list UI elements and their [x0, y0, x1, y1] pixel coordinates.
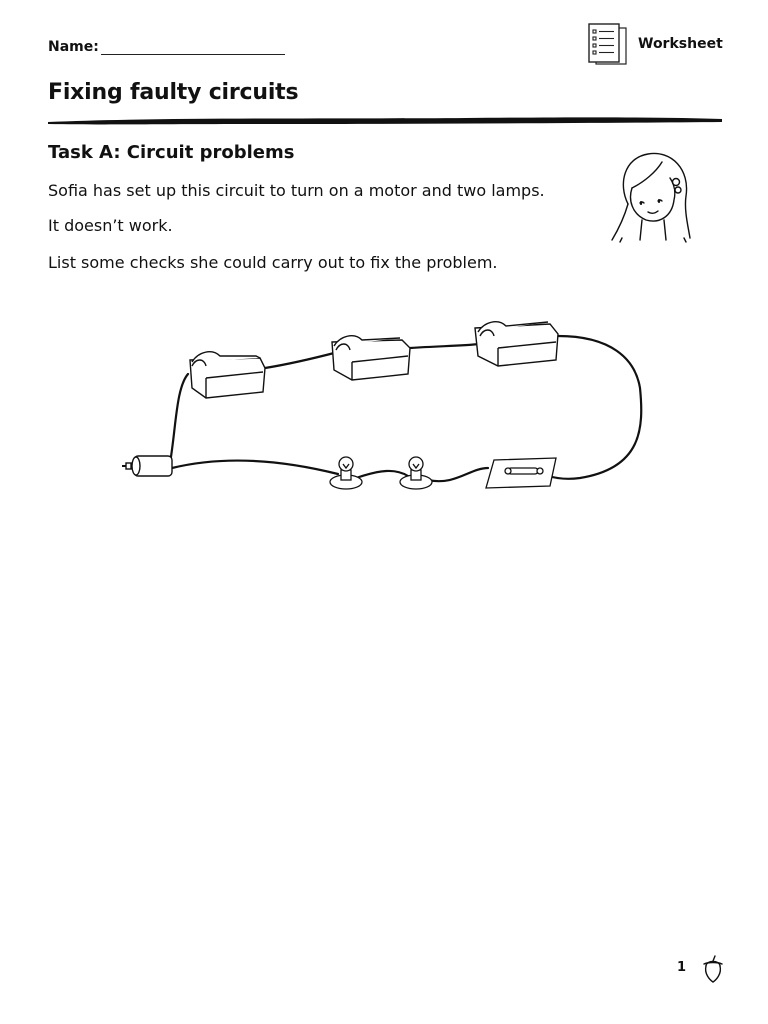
task-heading: Task A: Circuit problems	[48, 142, 295, 163]
battery-3	[475, 322, 558, 366]
lamp-2	[400, 457, 432, 489]
task-paragraph: Sofia has set up this circuit to turn on a motor and two lamps.	[48, 181, 545, 200]
circuit-illustration	[110, 318, 650, 508]
motor	[122, 456, 172, 476]
name-line[interactable]	[101, 36, 285, 55]
circuit-wire	[428, 468, 488, 481]
circuit-wire	[172, 461, 338, 474]
circuit-wire	[410, 344, 480, 348]
task-paragraph: List some checks she could carry out to fix the problem.	[48, 253, 498, 272]
task-paragraph: It doesn’t work.	[48, 216, 173, 235]
switch	[486, 458, 556, 488]
page-title: Fixing faulty circuits	[48, 80, 299, 105]
title-underline	[46, 114, 724, 126]
worksheet-badge	[586, 22, 723, 66]
battery-1	[190, 352, 265, 398]
name-label: Name:	[48, 39, 99, 55]
sofia-character	[604, 148, 698, 244]
page-number: 1	[677, 960, 687, 975]
worksheet-label: Worksheet	[638, 36, 723, 52]
worksheet-icon	[586, 22, 630, 66]
name-field-row	[48, 36, 285, 55]
circuit-wire	[548, 336, 641, 479]
circuit-wire	[356, 471, 408, 478]
circuit-wire	[265, 352, 338, 368]
acorn-logo	[700, 954, 726, 984]
battery-2	[332, 336, 410, 380]
circuit-wire	[170, 374, 188, 463]
